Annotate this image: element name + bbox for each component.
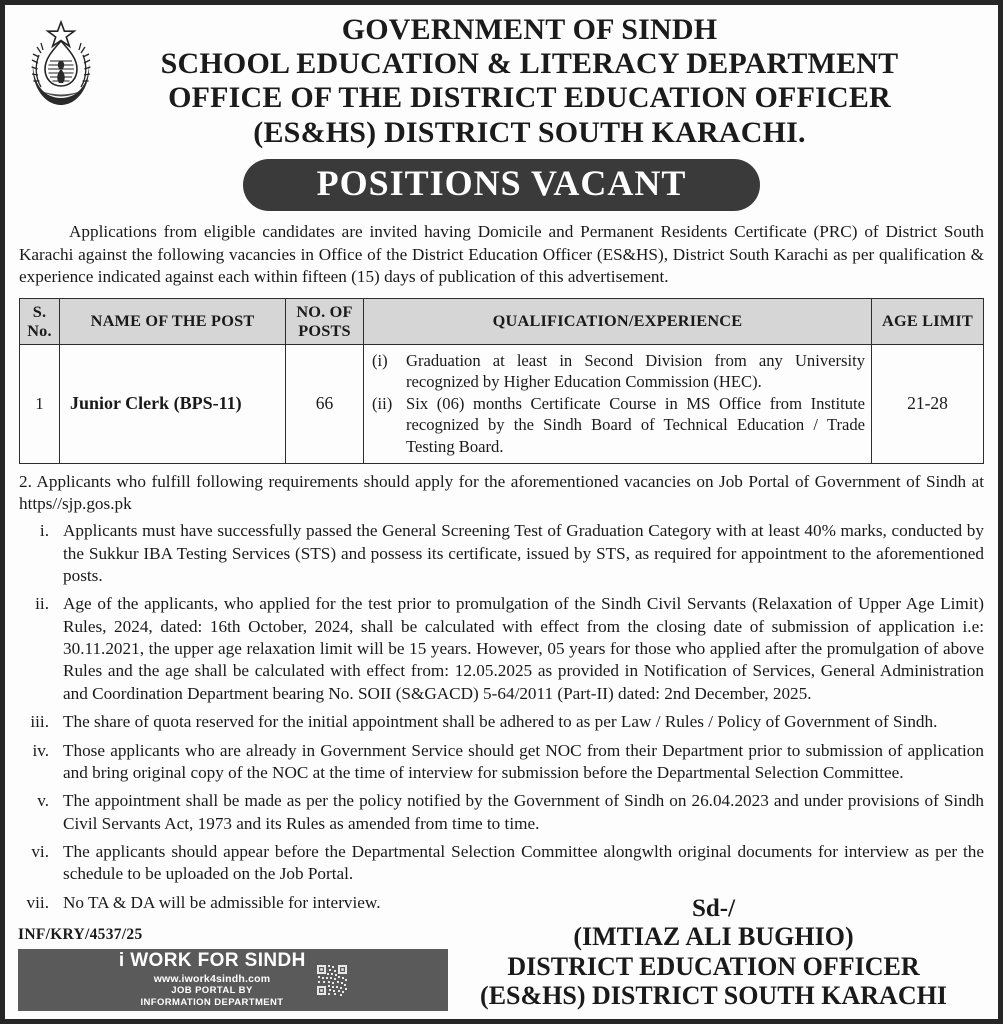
column-header-sno: [20, 299, 60, 345]
signatory-title-line1: DISTRICT EDUCATION OFFICER: [507, 951, 920, 981]
iwork-subline-1: JOB PORTAL BY: [171, 985, 253, 997]
condition-text: Applicants must have successfully passed the General Screening Test of Graduation Category with at least 40% marks, conducted by the Sukkur IBA Testing Services (STS) and possess its certificate, issued by STS, as required for appointment to the aforementioned posts.: [63, 521, 984, 586]
condition-text: Age of the applicants, who applied for the test prior to promulgation of the Sindh Civil Servants (Relaxation of Upper Age Limit) Rules, 2024, dated: 16th October, 2024, shall be calculated with effect from the closing date of submission of application i.e: 30.11.2021, the upper age relaxation limit will be 15 years. However, 05 years for those who applied after the promulgation of above Rules and the age shall be calculated with effect from: 12.05.2025 as provided in Notification of Services, General Administration and Coordination Department bearing No. SOII (S&GACD) 5-64/2011 (Part-II) dated: 2nd December, 2025.: [63, 594, 984, 703]
condition-number: iv.: [32, 740, 49, 760]
document-header: [13, 9, 990, 150]
condition-number: i.: [39, 521, 49, 541]
signature-block: [448, 895, 985, 1011]
positions-vacant-banner: POSITIONS VACANT: [243, 159, 761, 211]
cell-no-of-posts: 66: [286, 344, 364, 463]
district-title: (ES&HS) DISTRICT SOUTH KARACHI.: [253, 115, 806, 149]
sindh-government-emblem-icon: [13, 13, 109, 117]
column-header-no-of-posts: [286, 299, 364, 345]
footer-left-block: [18, 926, 448, 1011]
posts-line1: NO. OF: [296, 302, 353, 322]
condition-text: The share of quota reserved for the initial appointment shall be adhered to as per Law / Rules / Policy of Government of Sindh.: [63, 712, 938, 732]
column-header-post-name: NAME OF THE POST: [60, 299, 286, 345]
iwork-brand-line: [118, 951, 306, 970]
posts-line2: POSTS: [298, 320, 351, 340]
iwork-for-sindh-banner: [18, 949, 448, 1011]
condition-number: vi.: [31, 842, 49, 861]
qualification-text: Six (06) months Certificate Course in MS Office from Institute recognized by the Sindh Board of Technical Education / Trade Testing Board.: [406, 393, 865, 457]
column-header-qualification: QUALIFICATION/EXPERIENCE: [364, 299, 872, 345]
iwork-brand-label: WORK FOR SINDH: [130, 950, 306, 972]
qualification-text: Graduation at least in Second Division from any University recognized by Higher Education Commission (HEC).: [406, 350, 865, 392]
conditions-list: [19, 520, 984, 914]
condition-number: v.: [37, 791, 49, 811]
qualification-number: (ii): [372, 393, 393, 413]
table-header-row: [20, 299, 984, 345]
department-title: SCHOOL EDUCATION & LITERACY DEPARTMENT: [160, 47, 899, 81]
iwork-banner-inner: [118, 951, 348, 1009]
inf-reference-number: INF/KRY/4537/25: [18, 926, 143, 943]
cell-qualification: [364, 344, 872, 463]
vacancy-table: [19, 298, 984, 463]
sno-line2: No.: [27, 320, 52, 340]
condition-number: vii.: [26, 892, 49, 912]
list-item: [19, 711, 984, 733]
qualification-item: [372, 350, 865, 393]
government-title: GOVERNMENT OF SINDH: [341, 13, 718, 46]
intro-paragraph: Applications from eligible candidates are invited having Domicile and Permanent Residents Certificate (PRC) of District South Karachi against the following vacancies in Office of the District Education Officer (ES&HS), District South Karachi as per qualification & experience indicated against each within fifteen (15) days of publication of this advertisement.: [19, 222, 984, 286]
cell-sno: 1: [20, 344, 60, 463]
cell-post-name: Junior Clerk (BPS-11): [60, 344, 286, 463]
list-item: [19, 520, 984, 587]
condition-text: The applicants should appear before the Departmental Selection Committee alongwlth original documents for interview as per the schedule to be uploaded on the Job Portal.: [63, 842, 984, 884]
clause-2-paragraph: 2. Applicants who fulfill following requirements should apply for the aforementioned vacancies on Job Portal of Government of Sindh at https//sjp.gos.pk: [19, 471, 984, 513]
signatory-title-line2: (ES&HS) DISTRICT SOUTH KARACHI: [480, 981, 947, 1011]
qr-code-icon: [316, 964, 348, 996]
sno-line1: S.: [32, 302, 47, 322]
condition-number: iii.: [30, 712, 49, 732]
banner-container: [13, 159, 990, 211]
table-row: [20, 344, 984, 463]
qualification-number: (i): [372, 350, 388, 370]
document-footer: [18, 895, 985, 1011]
column-header-age-limit: AGE LIMIT: [872, 299, 984, 345]
list-item: [19, 593, 984, 705]
signature-sd: Sd-/: [691, 894, 736, 922]
qualification-item: [372, 393, 865, 458]
condition-text: Those applicants who are already in Government Service should get NOC from their Department prior to submission of application and bring original copy of the NOC at the time of interview for submission before the Departmental Selection Committee.: [63, 740, 984, 782]
list-item: [19, 841, 984, 886]
condition-text: No TA & DA will be admissible for interview.: [63, 892, 381, 912]
signatory-name: (IMTIAZ ALI BUGHIO): [573, 922, 854, 952]
cell-age-limit: 21-28: [872, 344, 984, 463]
list-item: [19, 740, 984, 785]
office-title: OFFICE OF THE DISTRICT EDUCATION OFFICER: [168, 81, 891, 115]
condition-number: ii.: [35, 594, 49, 614]
iwork-url: www.iwork4sindh.com: [153, 973, 271, 986]
header-titles: [109, 13, 990, 150]
iwork-text-block: [118, 951, 306, 1009]
iwork-subline-2: INFORMATION DEPARTMENT: [140, 997, 284, 1008]
list-item: [19, 790, 984, 835]
iwork-i-icon: i: [118, 950, 125, 972]
condition-text: The appointment shall be made as per the policy notified by the Government of Sindh on 26.04.2023 and under provisions of Sindh Civil Servants Act, 1973 and its Rules as amended from time to time.: [63, 791, 984, 833]
